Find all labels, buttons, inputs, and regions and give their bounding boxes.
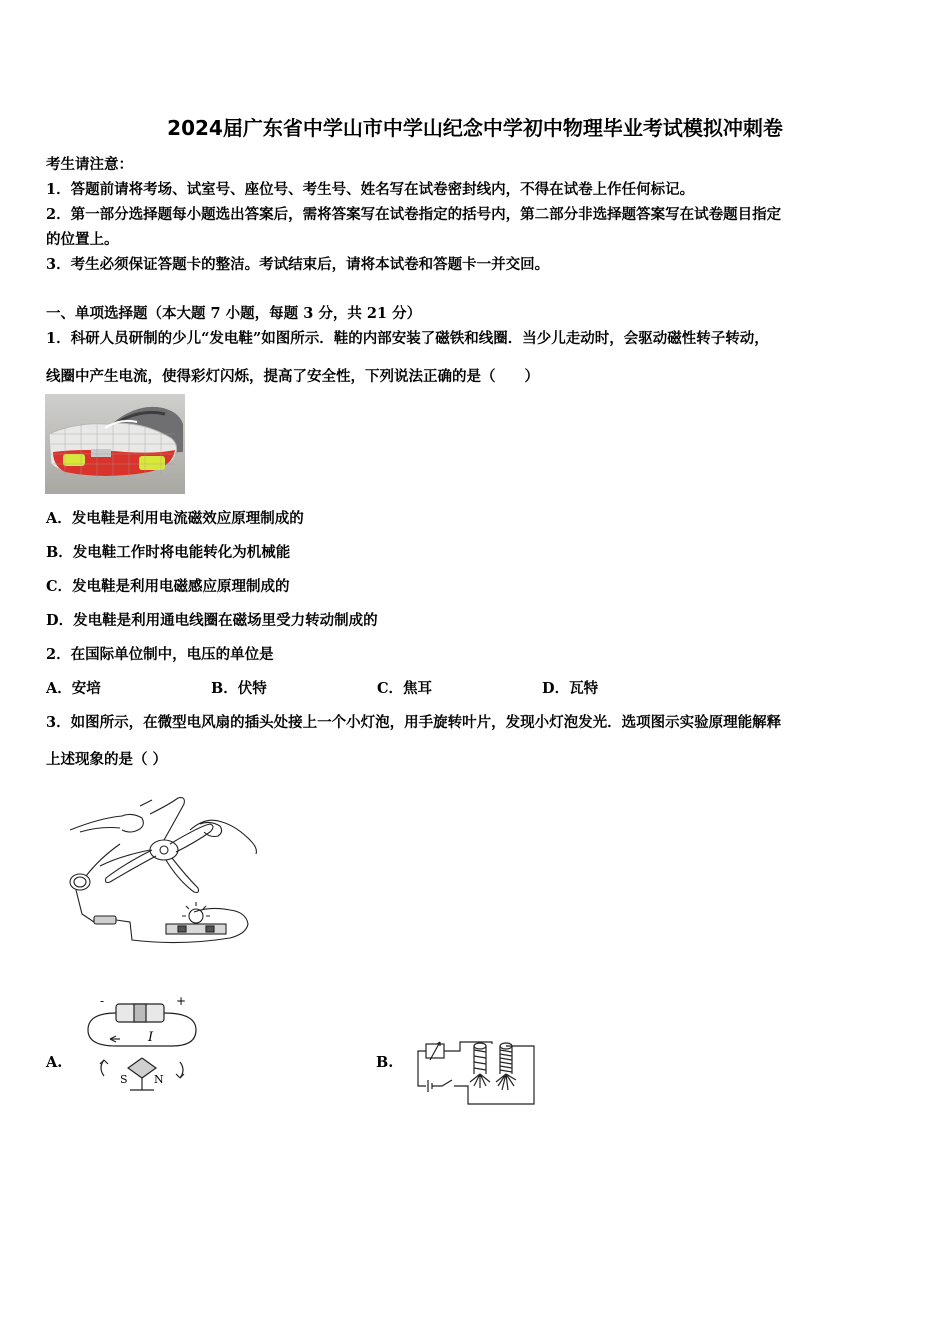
north-pole-label: N <box>154 1073 164 1086</box>
q2-option-c: C．焦耳 <box>377 680 433 697</box>
q3-stem-line1: 3．如图所示，在微型电风扇的插头处接上一个小灯泡，用手旋转叶片，发现小灯泡发光．选项图示实验原理能解释 <box>46 714 782 731</box>
q3-option-a-figure <box>84 994 204 1094</box>
q2-option-a: A．安培 <box>46 680 101 697</box>
minus-label: - <box>100 994 105 1008</box>
q2-option-d: D．瓦特 <box>542 680 599 697</box>
notice-item-2-cont: 的位置上。 <box>46 231 119 248</box>
notice-heading: 考生请注意： <box>46 156 133 173</box>
notice-item-2: 2．第一部分选择题每小题选出答案后，需将答案写在试卷指定的括号内，第二部分非选择题答案写在试卷题目指定 <box>46 206 782 223</box>
q1-option-b: B．发电鞋工作时将电能转化为机械能 <box>46 544 291 561</box>
plus-label: + <box>176 994 187 1008</box>
q3-option-b-figure <box>404 1034 538 1108</box>
q3-stem-line2: 上述现象的是（ ） <box>46 751 168 768</box>
notice-item-1: 1．答题前请将考场、试室号、座位号、考生号、姓名写在试卷密封线内，不得在试卷上作任何标记。 <box>46 181 695 198</box>
shoe-image <box>45 394 185 494</box>
section-heading: 一、单项选择题（本大题 7 小题，每题 3 分，共 21 分） <box>46 305 422 322</box>
q2-stem: 2．在国际单位制中，电压的单位是 <box>46 646 274 663</box>
q3-option-a-label: A. <box>46 1054 63 1071</box>
south-pole-label: S <box>120 1073 128 1086</box>
current-label: I <box>148 1030 154 1045</box>
q1-stem-line1: 1．科研人员研制的少儿“发电鞋”如图所示．鞋的内部安装了磁铁和线圈．当少儿走动时，会驱动磁性转子转动， <box>46 330 769 347</box>
page-title: 2024届广东省中学山市中学山纪念中学初中物理毕业考试模拟冲刺卷 <box>167 116 783 140</box>
fan-bulb-figure <box>60 796 265 951</box>
q1-option-a: A．发电鞋是利用电流磁效应原理制成的 <box>46 510 304 527</box>
q3-option-b-label: B. <box>376 1054 394 1071</box>
q1-stem-line2: 线圈中产生电流，使得彩灯闪烁，提高了安全性，下列说法正确的是（ ） <box>46 368 539 385</box>
notice-item-3: 3．考生必须保证答题卡的整洁。考试结束后，请将本试卷和答题卡一并交回。 <box>46 256 550 273</box>
q1-option-d: D．发电鞋是利用通电线圈在磁场里受力转动制成的 <box>46 612 378 629</box>
q2-option-b: B．伏特 <box>211 680 267 697</box>
q1-option-c: C．发电鞋是利用电磁感应原理制成的 <box>46 578 290 595</box>
